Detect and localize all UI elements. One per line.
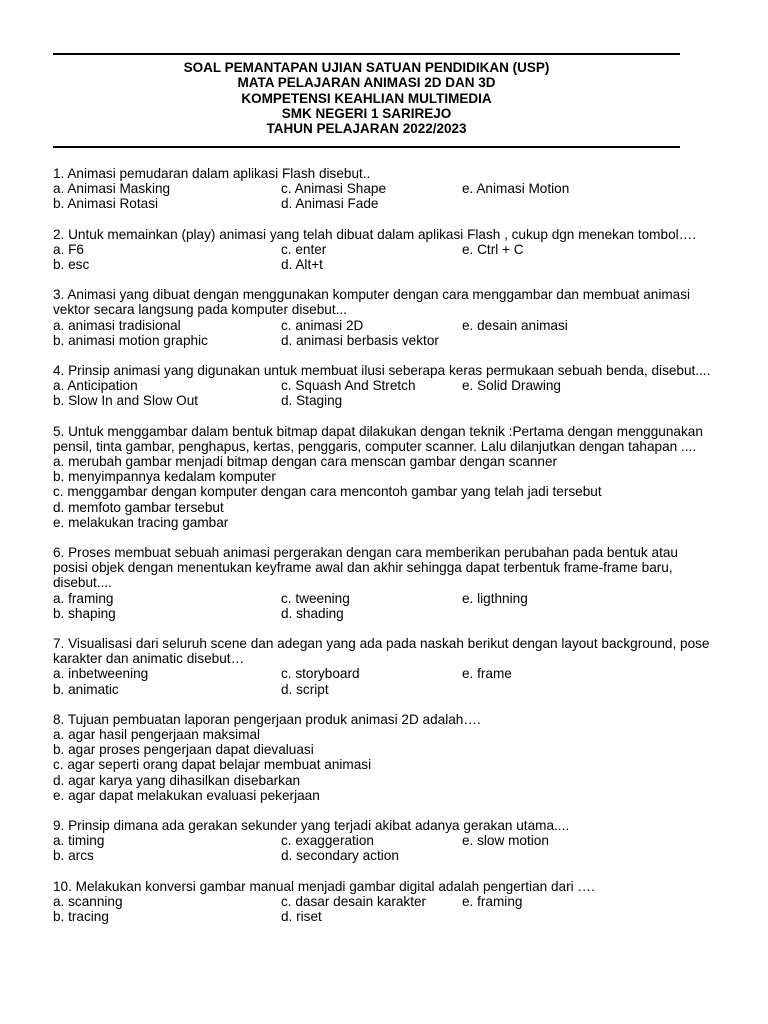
question-text: 7. Visualisasi dari seluruh scene dan adegan yang ada pada naskah berikut dengan layout background, pose karakter dan animatic disebut…: [53, 635, 710, 667]
option-a: a. Animasi Masking: [53, 181, 171, 197]
question-8: [53, 712, 713, 803]
question-1: [53, 166, 713, 212]
option-e: e. desain animasi: [462, 317, 568, 333]
option-b: b. tracing: [53, 908, 109, 924]
option-b: b. animasi motion graphic: [53, 332, 208, 348]
option-row: [53, 606, 713, 621]
question-7: [53, 636, 713, 697]
question-6: [53, 545, 713, 621]
option-b: b. menyimpannya kedalam komputer: [53, 469, 276, 485]
option-row: [53, 894, 713, 909]
option-a: a. animasi tradisional: [53, 317, 181, 333]
option-row: [53, 909, 713, 924]
option-c: c. storyboard: [281, 666, 360, 682]
option-b: b. esc: [53, 256, 90, 272]
question-3: [53, 287, 713, 348]
question-text: 6. Proses membuat sebuah animasi pergerakan dengan cara memberikan perubahan pada bentuk atau posisi objek dengan menentukan keyframe awal dan akhir sehingga dapat terbentuk frame-frame baru, disebut....: [53, 544, 678, 591]
option-e: e. slow motion: [462, 833, 549, 849]
option-e: e. Solid Drawing: [462, 378, 561, 394]
option-e: e. agar dapat melakukan evaluasi pekerjaan: [53, 787, 320, 803]
option-e: e. Animasi Motion: [462, 181, 570, 197]
question-2: [53, 227, 713, 273]
option-row: [53, 833, 713, 848]
question-text: 8. Tujuan pembuatan laporan pengerjaan produk animasi 2D adalah….: [53, 711, 481, 727]
option-b: b. Animasi Rotasi: [53, 196, 159, 212]
option-row: [53, 196, 713, 211]
option-d: d. script: [281, 681, 329, 697]
option-a: a. scanning: [53, 893, 123, 909]
option-b: b. shaping: [53, 605, 116, 621]
option-c: c. Animasi Shape: [281, 181, 387, 197]
option-row: [53, 591, 713, 606]
question-text: 2. Untuk memainkan (play) animasi yang telah dibuat dalam aplikasi Flash , cukup dgn menekan tombol….: [53, 226, 697, 242]
option-row: [53, 848, 713, 863]
option-e: e. frame: [462, 666, 512, 682]
option-row: [53, 257, 713, 272]
option-b: b. animatic: [53, 681, 119, 697]
option-a: a. timing: [53, 833, 105, 849]
question-text: 9. Prinsip dimana ada gerakan sekunder yang terjadi akibat adanya gerakan utama....: [53, 817, 570, 833]
option-d: d. Alt+t: [281, 256, 323, 272]
option-c: c. enter: [281, 241, 327, 257]
option-row: [53, 333, 713, 348]
option-a: a. agar hasil pengerjaan maksimal: [53, 726, 261, 742]
option-d: d. secondary action: [281, 848, 399, 864]
document-header: [53, 60, 680, 136]
option-b: b. arcs: [53, 848, 94, 864]
option-e: e. melakukan tracing gambar: [53, 514, 229, 530]
option-c: c. exaggeration: [281, 833, 374, 849]
option-e: e. ligthning: [462, 590, 528, 606]
option-a: a. F6: [53, 241, 84, 257]
option-row: [53, 682, 713, 697]
header-line: SMK NEGERI 1 SARIREJO: [281, 105, 452, 121]
question-text: 3. Animasi yang dibuat dengan menggunakan komputer dengan cara menggambar dan membuat animasi vektor secara langsung pada komputer disebut...: [53, 287, 691, 318]
option-c: c. tweening: [281, 590, 350, 606]
option-c: c. animasi 2D: [281, 317, 364, 333]
option-row: [53, 242, 713, 257]
option-a: a. inbetweening: [53, 666, 149, 682]
option-d: d. shading: [281, 605, 344, 621]
question-text: 5. Untuk menggambar dalam bentuk bitmap dapat dilakukan dengan teknik :Pertama dengan menggunakan pensil, tinta gambar, penghapus, kertas, penggaris, computer scanner. Lalu dilanjutkan dengan tahapan ....: [53, 423, 703, 454]
option-c: c. agar seperti orang dapat belajar membuat animasi: [53, 757, 372, 773]
option-d: d. riset: [281, 908, 322, 924]
option-d: d. Animasi Fade: [281, 196, 379, 212]
option-d: d. animasi berbasis vektor: [281, 332, 439, 348]
option-a: a. framing: [53, 590, 114, 606]
question-5: [53, 424, 713, 530]
option-e: e. framing: [462, 893, 523, 909]
option-row: [53, 378, 713, 393]
question-text: 4. Prinsip animasi yang digunakan untuk membuat ilusi seberapa keras permukaan sebuah benda, disebut....: [53, 362, 711, 378]
header-line: TAHUN PELAJARAN 2022/2023: [266, 121, 467, 137]
question-10: [53, 879, 713, 925]
question-9: [53, 818, 713, 864]
option-b: b. Slow In and Slow Out: [53, 393, 199, 409]
option-c: c. Squash And Stretch: [281, 378, 416, 394]
option-e: e. Ctrl + C: [462, 241, 524, 257]
option-d: d. memfoto gambar tersebut: [53, 499, 224, 515]
question-4: [53, 363, 713, 409]
option-row: [53, 318, 713, 333]
option-d: d. agar karya yang dihasilkan disebarkan: [53, 772, 301, 788]
option-row: [53, 666, 713, 681]
option-a: a. merubah gambar menjadi bitmap dengan cara menscan gambar dengan scanner: [53, 453, 558, 469]
header-top-rule: [53, 53, 680, 55]
option-d: d. Staging: [281, 393, 343, 409]
option-b: b. agar proses pengerjaan dapat dievaluasi: [53, 742, 314, 758]
header-line: SOAL PEMANTAPAN UJIAN SATUAN PENDIDIKAN (USP): [183, 60, 550, 75]
option-c: c. dasar desain karakter: [281, 893, 427, 909]
question-text: 1. Animasi pemudaran dalam aplikasi Flash disebut..: [53, 166, 371, 181]
option-row: [53, 393, 713, 408]
option-a: a. Anticipation: [53, 378, 138, 394]
question-list: [53, 166, 713, 939]
question-text: 10. Melakukan konversi gambar manual menjadi gambar digital adalah pengertian dari ….: [53, 878, 595, 894]
option-c: c. menggambar dengan komputer dengan cara mencontoh gambar yang telah jadi tersebut: [53, 484, 602, 500]
header-bottom-rule: [53, 146, 680, 148]
header-line: MATA PELAJARAN ANIMASI 2D DAN 3D: [237, 75, 496, 91]
option-row: [53, 181, 713, 196]
header-line: KOMPETENSI KEAHLIAN MULTIMEDIA: [241, 90, 492, 106]
